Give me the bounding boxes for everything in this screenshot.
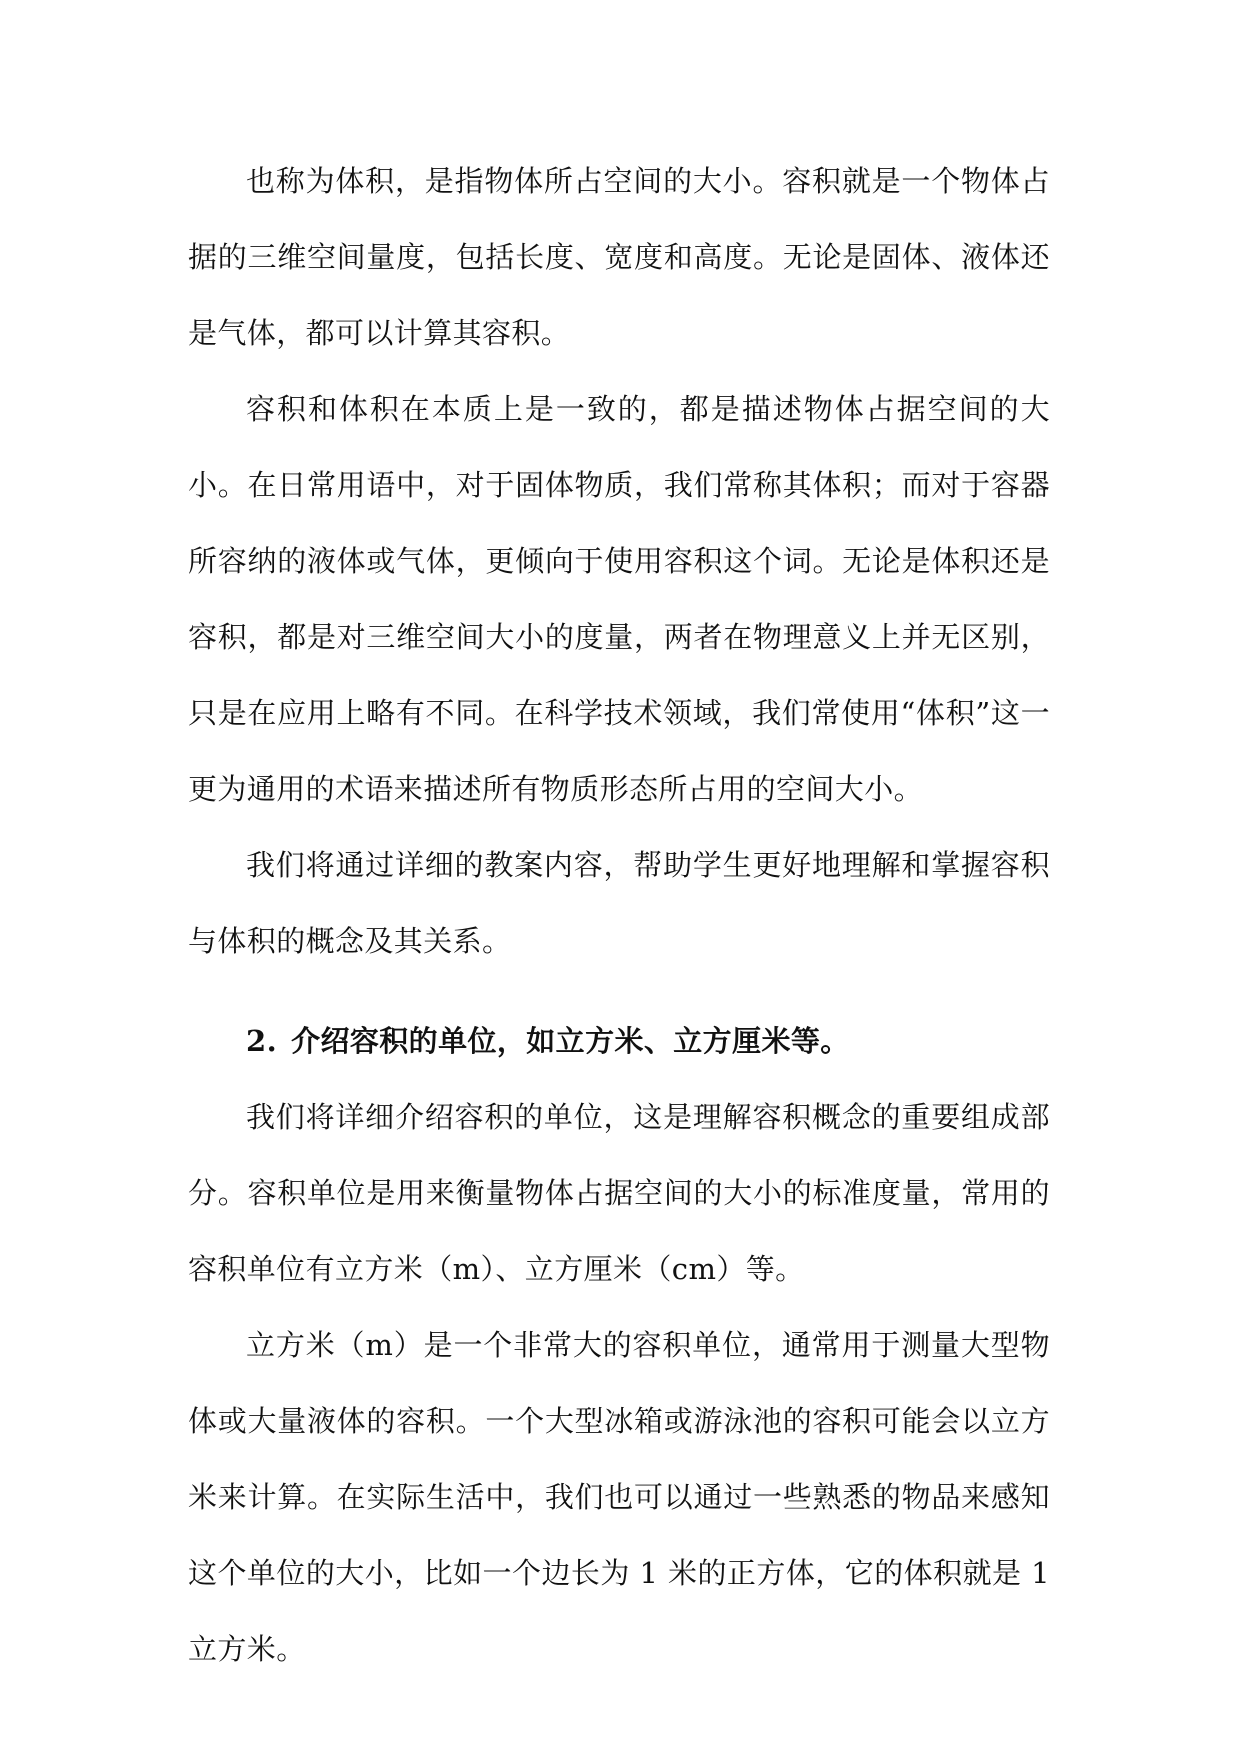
section-heading	[188, 1003, 1050, 1079]
section-title: 介绍容积的单位，如立方米、立方厘米等。	[291, 1024, 850, 1058]
paragraph-lesson-goal: 我们将通过详细的教案内容，帮助学生更好地理解和掌握容积与体积的概念及其关系。	[188, 848, 1050, 958]
document-body	[188, 143, 1050, 1687]
paragraph-units-intro: 我们将详细介绍容积的单位，这是理解容积概念的重要组成部分。容积单位是用来衡量物体占据空间的大小的标准度量，常用的容积单位有立方米（m）、立方厘米（cm）等。	[188, 1100, 1050, 1286]
section-number: 2.	[246, 1024, 278, 1058]
paragraph-volume-capacity-relation: 容积和体积在本质上是一致的，都是描述物体占据空间的大小。在日常用语中，对于固体物质，我们常称其体积；而对于容器所容纳的液体或气体，更倾向于使用容积这个词。无论是体积还是容积，都是对三维空间大小的度量，两者在物理意义上并无区别，只是在应用上略有不同。在科学技术领域，我们常使用“体积”这一更为通用的术语来描述所有物质形态所占用的空间大小。	[188, 392, 1050, 806]
paragraph-volume-definition: 也称为体积，是指物体所占空间的大小。容积就是一个物体占据的三维空间量度，包括长度、宽度和高度。无论是固体、液体还是气体，都可以计算其容积。	[188, 164, 1050, 350]
paragraph-cubic-meter: 立方米（m）是一个非常大的容积单位，通常用于测量大型物体或大量液体的容积。一个大型冰箱或游泳池的容积可能会以立方米来计算。在实际生活中，我们也可以通过一些熟悉的物品来感知这个单位的大小，比如一个边长为 1 米的正方体，它的体积就是 1 立方米。	[188, 1328, 1050, 1666]
